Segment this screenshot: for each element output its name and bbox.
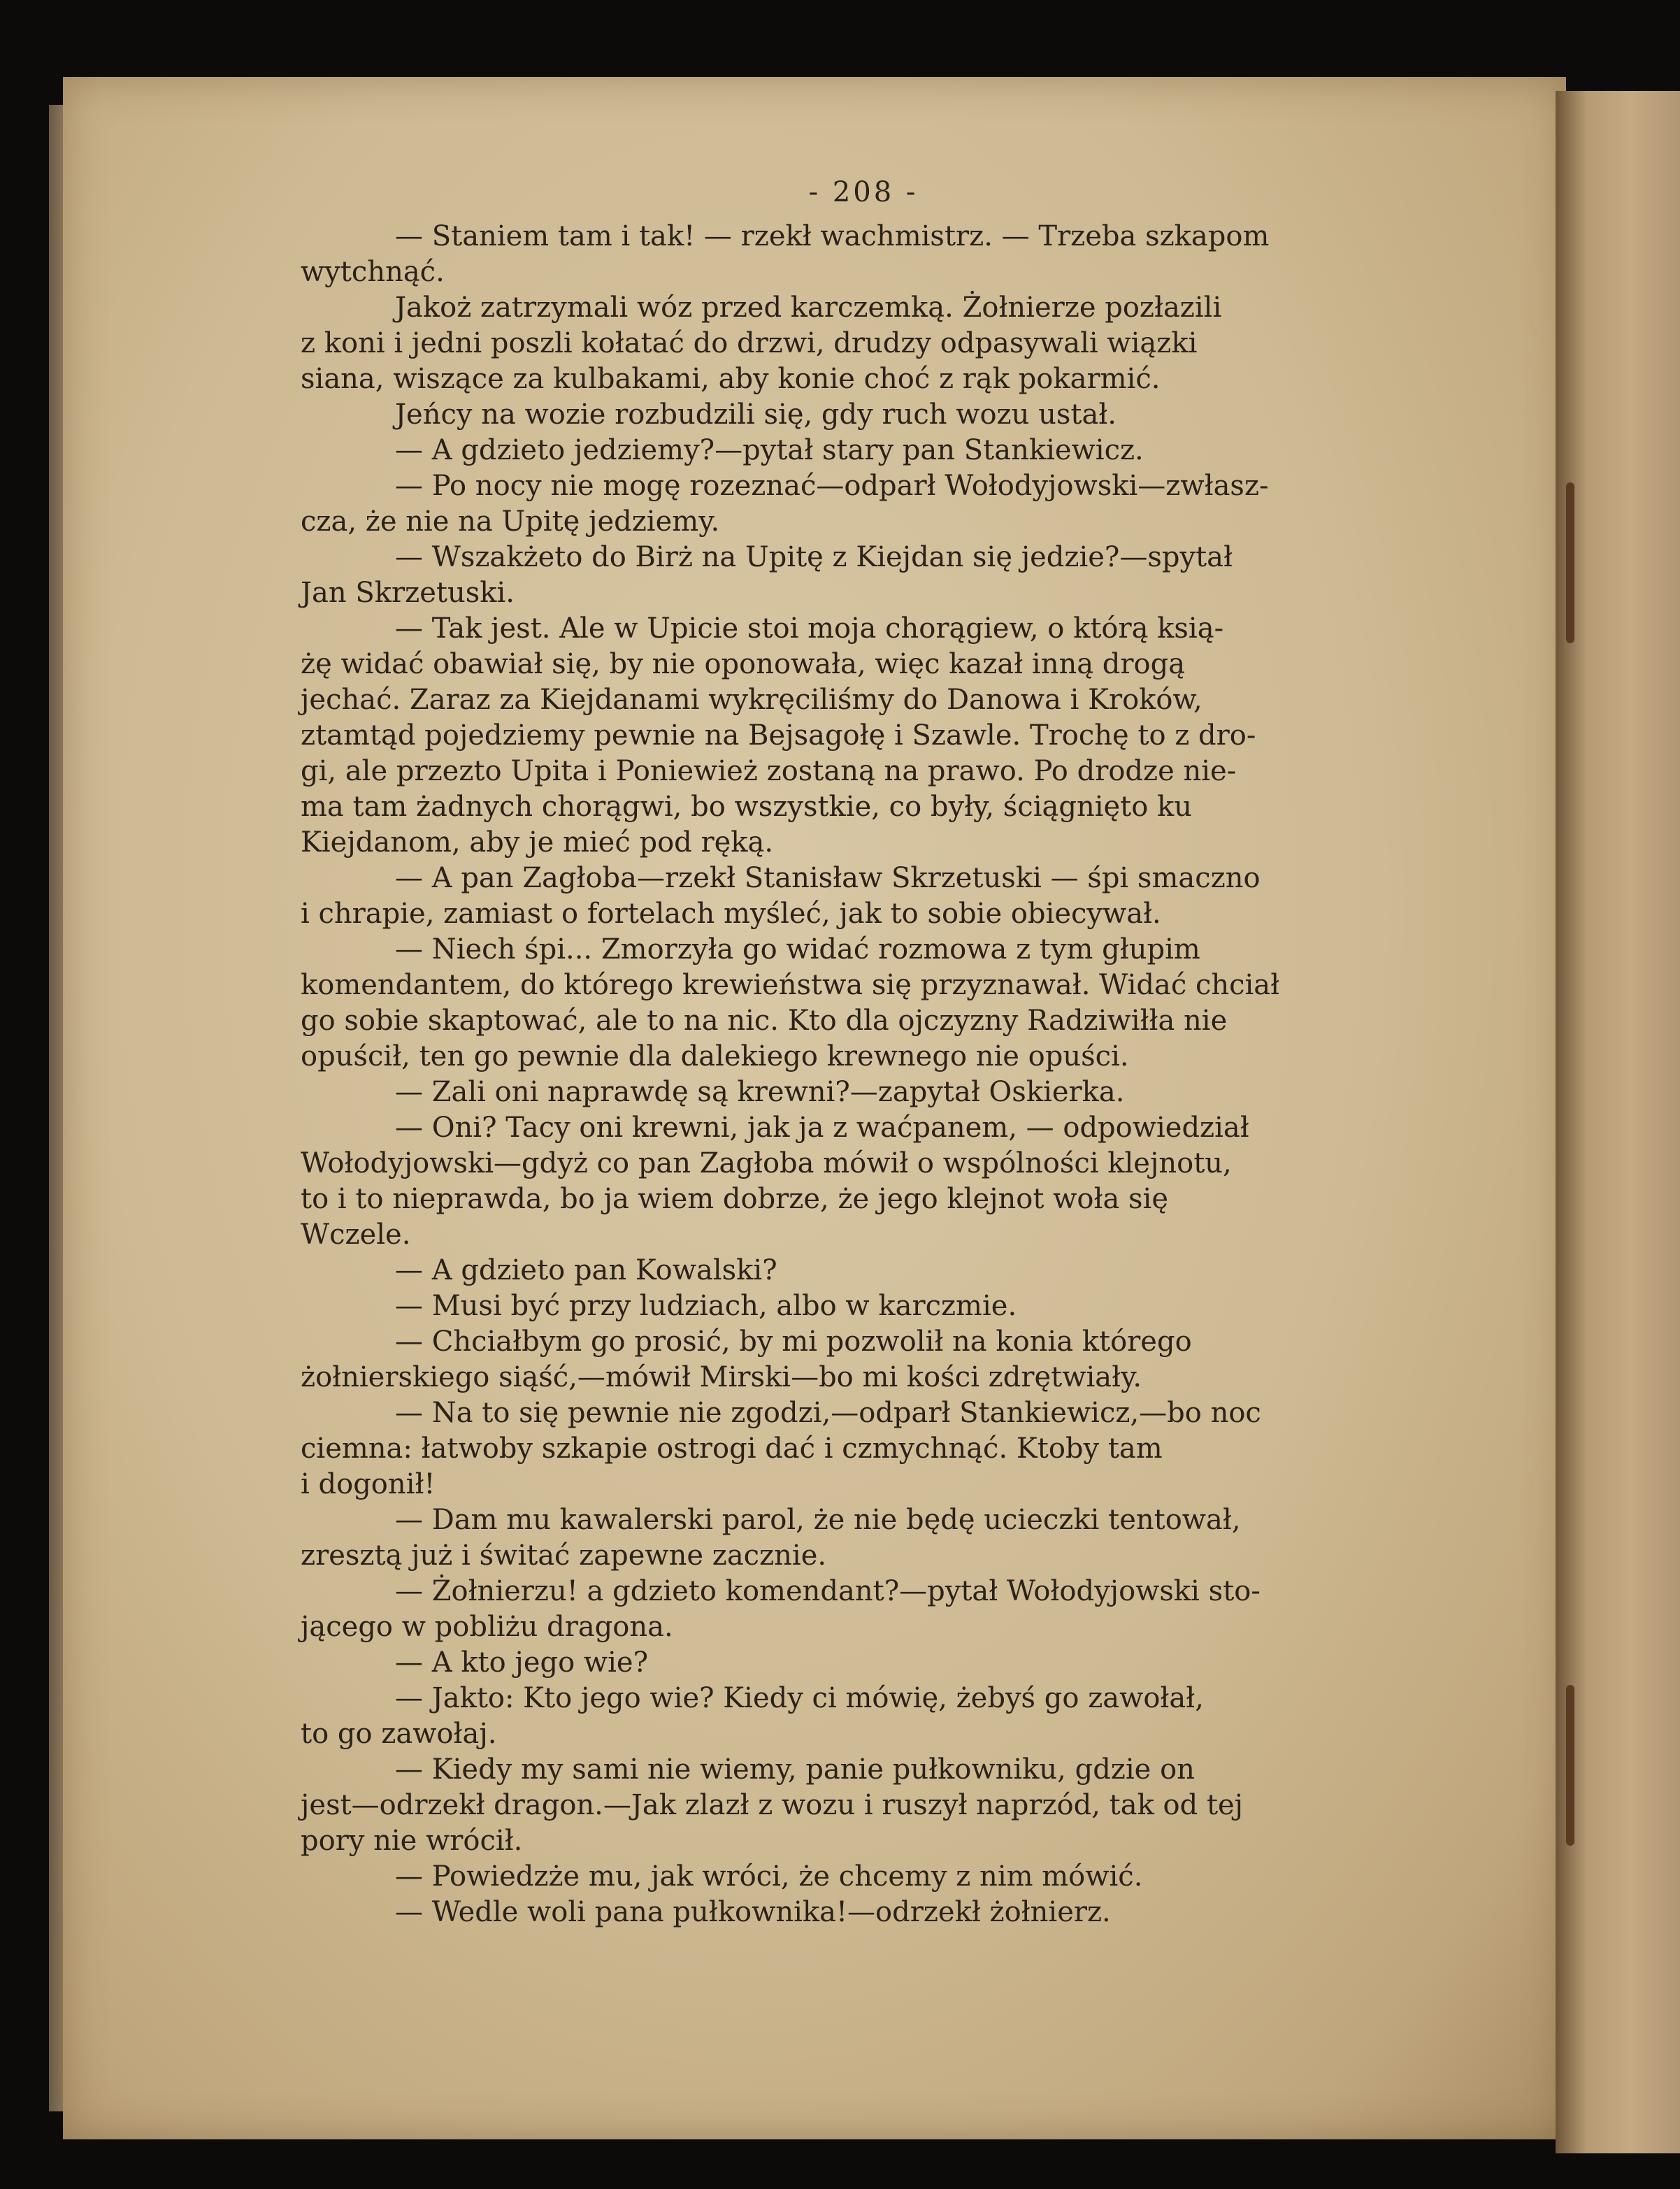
paragraph: — Żołnierzu! a gdzieto komendant?—pytał Wołodyjowski sto- jącego w pobliżu dragona.: [301, 1575, 1261, 1643]
paragraph: — Jakto: Kto jego wie? Kiedy ci mówię, żebyś go zawołał, to go zawołaj.: [301, 1682, 1204, 1750]
paragraph: — Staniem tam i tak! — rzekł wachmistrz. — Trzeba szkapom wytchnąć.: [301, 220, 1270, 288]
paragraph: — Kiedy my sami nie wiemy, panie pułkowniku, gdzie on jest—odrzekł dragon.—Jak zlazł z wozu i ruszył naprzód, tak od tej pory nie wrócił.: [301, 1753, 1244, 1857]
page-number: - 208 -: [808, 176, 919, 208]
binding-thread-bottom: [1566, 1685, 1574, 1846]
page-text: [301, 175, 1426, 1930]
facing-page-edge: [1556, 91, 1680, 2153]
paragraph: — Chciałbym go prosić, by mi pozwolił na konia którego żołnierskiego siąść,—mówił Mirski—bo mi kości zdrętwiały.: [301, 1326, 1192, 1393]
paragraph: — Wszakżeto do Birż na Upitę z Kiejdan się jedzie?—spytał Jan Skrzetuski.: [301, 541, 1233, 609]
paragraph: Jeńcy na wozie rozbudzili się, gdy ruch wozu ustał.: [395, 399, 1117, 431]
paragraph: — Wedle woli pana pułkownika!—odrzekł żołnierz.: [395, 1896, 1111, 1928]
paragraph: — Musi być przy ludziach, albo w karczmie.: [395, 1290, 1017, 1322]
paragraph: — Oni? Tacy oni krewni, jak ja z waćpanem, — odpowiedział Wołodyjowski—gdyż co pan Zagłoba mówił o wspólności klejnotu, to i to nieprawda, bo ja wiem dobrze, że jego klejnot woła się Wczele.: [301, 1112, 1249, 1251]
paragraph: — Dam mu kawalerski parol, że nie będę ucieczki tentował, zresztą już i świtać zapewne zacznie.: [301, 1504, 1241, 1572]
paragraph: Jakoż zatrzymali wóz przed karczemką. Żołnierze pozłazili z koni i jedni poszli kołatać do drzwi, drudzy odpasywali wiązki siana, wiszące za kulbakami, aby konie choć z rąk pokarmić.: [301, 292, 1222, 395]
paragraph: — A gdzieto jedziemy?—pytał stary pan Stankiewicz.: [395, 434, 1144, 466]
paragraph: — Powiedzże mu, jak wróci, że chcemy z nim mówić.: [395, 1860, 1143, 1893]
paragraph: — Zali oni naprawdę są krewni?—zapytał Oskierka.: [395, 1076, 1125, 1108]
paragraph: — Po nocy nie mogę rozeznać—odparł Wołodyjowski—zwłasz- cza, że nie na Upitę jedziemy.: [301, 470, 1269, 538]
paragraph: — Tak jest. Ale w Upicie stoi moja chorągiew, o którą ksią- żę widać obawiał się, by nie oponowała, więc kazał inną drogą jechać. Zaraz za Kiejdanami wykręciliśmy do Danowa i Kroków, ztamtąd pojedziemy pewnie na Bejsagołę i Szawle. Trochę to z dro- gi, ale przezto Upita i Poniewież zostaną na prawo. Po drodze nie- ma tam żadnych chorągwi, bo wszystkie, co były, ściągnięto ku Kiejdanom, aby je mieć pod ręką.: [301, 612, 1256, 859]
paragraph: — A pan Zagłoba—rzekł Stanisław Skrzetuski — śpi smaczno i chrapie, zamiast o fortelach myśleć, jak to sobie obiecywał.: [301, 862, 1261, 930]
paragraph: — Na to się pewnie nie zgodzi,—odparł Stankiewicz,—bo noc ciemna: łatwoby szkapie ostrogi dać i czmychnąć. Ktoby tam i dogonił!: [301, 1397, 1261, 1500]
paragraph: — A kto jego wie?: [395, 1646, 649, 1679]
paragraph: — A gdzieto pan Kowalski?: [395, 1254, 777, 1286]
binding-thread-top: [1566, 482, 1574, 643]
paragraph: — Niech śpi... Zmorzyła go widać rozmowa z tym głupim komendantem, do którego krewieństwa się przyznawał. Widać chciał go sobie skaptować, ale to na nic. Kto dla ojczyzny Radziwiłła nie opuścił, ten go pewnie dla dalekiego krewnego nie opuści.: [301, 933, 1280, 1072]
